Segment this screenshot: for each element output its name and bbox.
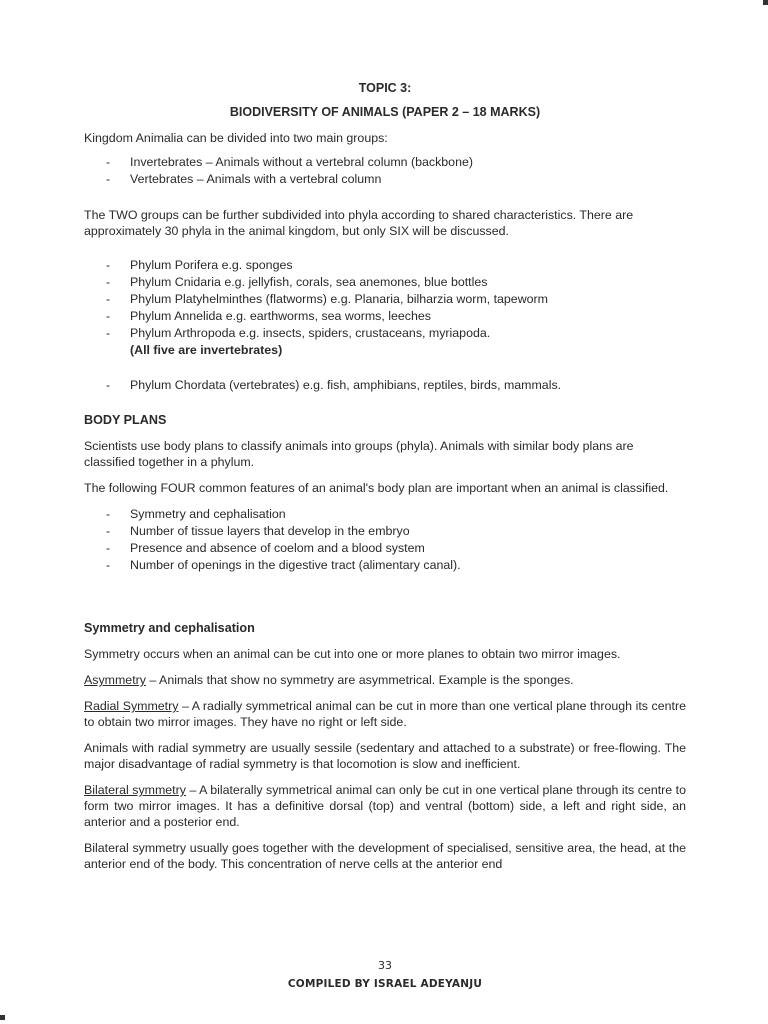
list-item: - Phylum Arthropoda e.g. insects, spiders, crustaceans, myriapoda. xyxy=(106,326,491,340)
body-plans-p2: The following FOUR common features of an animal's body plan are important when an animal is classified. xyxy=(84,481,669,495)
features-list xyxy=(84,506,686,574)
topic-label: TOPIC 3: xyxy=(358,81,412,95)
list-item: - Presence and absence of coelom and a blood system xyxy=(106,541,425,555)
list-item: - Number of openings in the digestive tract (alimentary canal). xyxy=(106,558,461,572)
list-item: - Phylum Chordata (vertebrates) e.g. fish, amphibians, reptiles, birds, mammals. xyxy=(106,378,562,392)
phyla-list xyxy=(84,257,686,342)
list-item: - Phylum Cnidaria e.g. jellyfish, corals, sea anemones, blue bottles xyxy=(106,275,488,289)
symmetry-section xyxy=(84,620,686,872)
bilateral-term: Bilateral symmetry xyxy=(84,783,186,797)
scan-mark xyxy=(0,1015,5,1020)
intro-section xyxy=(84,130,686,188)
symmetry-p1: Symmetry occurs when an animal can be cut into one or more planes to obtain two mirror images. xyxy=(84,647,621,661)
list-item: - Number of tissue layers that develop in the embryo xyxy=(106,524,410,538)
asymmetry-paragraph: Asymmetry – Animals that show no symmetry are asymmetrical. Example is the sponges. xyxy=(84,673,574,687)
list-item: - Phylum Porifera e.g. sponges xyxy=(106,258,293,272)
document-page xyxy=(84,0,686,1024)
list-item: - Symmetry and cephalisation xyxy=(106,507,286,521)
bilateral-paragraph: Bilateral symmetry – A bilaterally symmetrical animal can only be cut in one vertical plane through its centre to form two mirror images. It has a definitive dorsal (top) and ventral (bottom) side, a left and right side, an anterior and a posterior end. xyxy=(84,783,686,829)
scan-mark xyxy=(763,0,768,5)
radial-term: Radial Symmetry xyxy=(84,699,179,713)
groups-list xyxy=(84,154,686,188)
compiled-by: COMPILED BY ISRAEL ADEYANJU xyxy=(287,978,483,990)
chordata-list xyxy=(84,377,686,394)
list-item: - Vertebrates – Animals with a vertebral column xyxy=(106,172,382,186)
page-title: BIODIVERSITY OF ANIMALS (PAPER 2 – 18 MARKS) xyxy=(229,105,541,119)
list-item: - Phylum Platyhelminthes (flatworms) e.g. Planaria, bilharzia worm, tapeworm xyxy=(106,292,548,306)
invertebrates-note: (All five are invertebrates) xyxy=(130,343,283,357)
section-heading: BODY PLANS xyxy=(84,413,167,427)
intro-text: Kingdom Animalia can be divided into two main groups: xyxy=(84,131,388,145)
page-number: 33 xyxy=(378,959,392,972)
phyla-text: The TWO groups can be further subdivided into phyla according to shared characteristics. There are approximately 30 phyla in the animal kingdom, but only SIX will be discussed. xyxy=(84,208,634,238)
asymmetry-term: Asymmetry xyxy=(84,673,146,687)
list-item: - Phylum Annelida e.g. earthworms, sea worms, leeches xyxy=(106,309,431,323)
section-heading: Symmetry and cephalisation xyxy=(84,621,255,635)
radial-p2: Animals with radial symmetry are usually sessile (sedentary and attached to a substrate) or free-flowing. The major disadvantage of radial symmetry is that locomotion is slow and inefficient. xyxy=(84,741,686,771)
list-item: - Invertebrates – Animals without a vertebral column (backbone) xyxy=(106,155,473,169)
phyla-section xyxy=(84,207,686,394)
body-plans-p1: Scientists use body plans to classify animals into groups (phyla). Animals with similar body plans are classified together in a phylum. xyxy=(84,439,634,469)
bilateral-p2: Bilateral symmetry usually goes together with the development of specialised, sensitive area, the head, at the anterior end of the body. This concentration of nerve cells at the anterior end xyxy=(84,841,686,871)
body-plans-section xyxy=(84,412,686,574)
radial-paragraph: Radial Symmetry – A radially symmetrical animal can be cut in more than one vertical plane through its centre to obtain two mirror images. They have no right or left side. xyxy=(84,699,686,729)
